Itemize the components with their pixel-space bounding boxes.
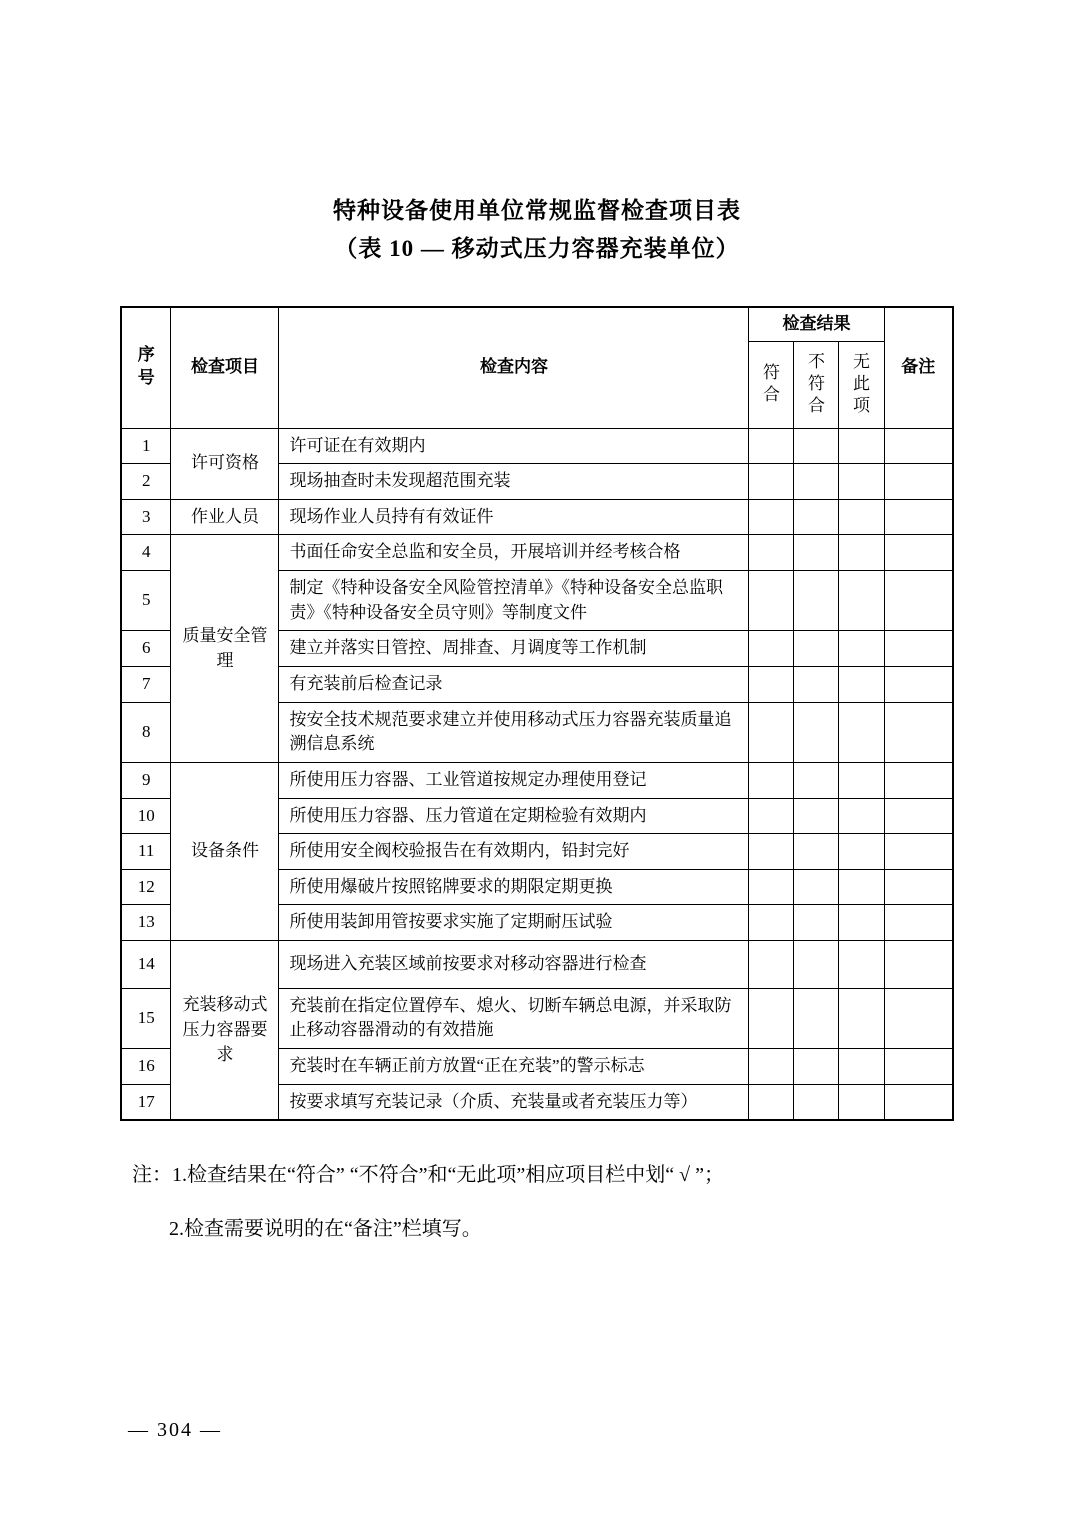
title-line-2: （表 10 — 移动式压力容器充装单位） — [334, 235, 740, 261]
header-fail — [794, 341, 839, 428]
result-pass-cell — [749, 667, 794, 703]
header-no-label: 序号 — [137, 345, 155, 388]
row-number: 15 — [121, 988, 171, 1048]
row-number: 9 — [121, 762, 171, 798]
notes-section — [114, 1159, 960, 1245]
result-fail-cell — [794, 1084, 839, 1120]
result-na-cell — [839, 905, 884, 941]
content-cell: 所使用爆破片按照铭牌要求的期限定期更换 — [279, 869, 749, 905]
result-pass-cell — [749, 941, 794, 989]
header-item: 检查项目 — [171, 307, 279, 428]
row-number: 17 — [121, 1084, 171, 1120]
remark-cell — [884, 535, 953, 571]
content-cell: 按安全技术规范要求建立并使用移动式压力容器充装质量追溯信息系统 — [279, 702, 749, 762]
result-na-cell — [839, 499, 884, 535]
header-na — [839, 341, 884, 428]
header-pass-label: 符合 — [762, 362, 780, 404]
result-na-cell — [839, 869, 884, 905]
content-cell: 充装前在指定位置停车、熄火、切断车辆总电源，并采取防止移动容器滑动的有效措施 — [279, 988, 749, 1048]
remark-cell — [884, 762, 953, 798]
result-pass-cell — [749, 428, 794, 464]
remark-cell — [884, 988, 953, 1048]
group-cell-personnel: 作业人员 — [171, 499, 279, 535]
result-na-cell — [839, 631, 884, 667]
table-row-9 — [121, 762, 953, 798]
table-row-4 — [121, 535, 953, 571]
header-row-1 — [121, 307, 953, 341]
title-line-1: 特种设备使用单位常规监督检查项目表 — [333, 198, 741, 223]
result-fail-cell — [794, 905, 839, 941]
row-number: 11 — [121, 834, 171, 870]
remark-cell — [884, 428, 953, 464]
result-na-cell — [839, 667, 884, 703]
result-fail-cell — [794, 834, 839, 870]
header-pass — [749, 341, 794, 428]
group-cell-filling: 充装移动式压力容器要求 — [171, 941, 279, 1121]
remark-cell — [884, 499, 953, 535]
result-fail-cell — [794, 499, 839, 535]
remark-cell — [884, 702, 953, 762]
result-na-cell — [839, 941, 884, 989]
content-cell: 有充装前后检查记录 — [279, 667, 749, 703]
result-na-cell — [839, 988, 884, 1048]
row-number: 2 — [121, 464, 171, 500]
result-fail-cell — [794, 798, 839, 834]
row-number: 13 — [121, 905, 171, 941]
content-cell: 所使用压力容器、工业管道按规定办理使用登记 — [279, 762, 749, 798]
row-number: 16 — [121, 1049, 171, 1085]
group-cell-equipment: 设备条件 — [171, 762, 279, 940]
remark-cell — [884, 571, 953, 631]
remark-cell — [884, 1084, 953, 1120]
row-number: 10 — [121, 798, 171, 834]
row-number: 3 — [121, 499, 171, 535]
row-number: 5 — [121, 571, 171, 631]
result-na-cell — [839, 1084, 884, 1120]
header-result: 检查结果 — [749, 307, 884, 341]
result-na-cell — [839, 834, 884, 870]
content-cell: 制定《特种设备安全风险管控清单》《特种设备安全总监职责》《特种设备安全员守则》等制度文件 — [279, 571, 749, 631]
result-na-cell — [839, 428, 884, 464]
row-number: 1 — [121, 428, 171, 464]
result-pass-cell — [749, 834, 794, 870]
remark-cell — [884, 631, 953, 667]
result-pass-cell — [749, 988, 794, 1048]
content-cell: 许可证在有效期内 — [279, 428, 749, 464]
remark-cell — [884, 464, 953, 500]
content-cell: 现场抽查时未发现超范围充装 — [279, 464, 749, 500]
header-remark: 备注 — [884, 307, 953, 428]
header-content: 检查内容 — [279, 307, 749, 428]
remark-cell — [884, 667, 953, 703]
result-fail-cell — [794, 1049, 839, 1085]
result-pass-cell — [749, 631, 794, 667]
remark-cell — [884, 798, 953, 834]
content-cell: 按要求填写充装记录（介质、充装量或者充装压力等） — [279, 1084, 749, 1120]
content-cell: 所使用压力容器、压力管道在定期检验有效期内 — [279, 798, 749, 834]
result-na-cell — [839, 1049, 884, 1085]
result-pass-cell — [749, 702, 794, 762]
result-pass-cell — [749, 464, 794, 500]
result-pass-cell — [749, 798, 794, 834]
result-fail-cell — [794, 631, 839, 667]
remark-cell — [884, 1049, 953, 1085]
row-number: 7 — [121, 667, 171, 703]
result-na-cell — [839, 762, 884, 798]
table-row-3 — [121, 499, 953, 535]
result-fail-cell — [794, 571, 839, 631]
result-fail-cell — [794, 762, 839, 798]
row-number: 8 — [121, 702, 171, 762]
content-cell: 所使用安全阀校验报告在有效期内，铅封完好 — [279, 834, 749, 870]
row-number: 4 — [121, 535, 171, 571]
result-na-cell — [839, 464, 884, 500]
remark-cell — [884, 834, 953, 870]
result-fail-cell — [794, 464, 839, 500]
content-cell: 现场进入充装区域前按要求对移动容器进行检查 — [279, 941, 749, 989]
remark-cell — [884, 869, 953, 905]
remark-cell — [884, 905, 953, 941]
content-cell: 所使用装卸用管按要求实施了定期耐压试验 — [279, 905, 749, 941]
group-cell-quality: 质量安全管理 — [171, 535, 279, 762]
result-fail-cell — [794, 869, 839, 905]
content-cell: 充装时在车辆正前方放置“正在充装”的警示标志 — [279, 1049, 749, 1085]
table-row-14 — [121, 941, 953, 989]
result-na-cell — [839, 798, 884, 834]
table-row-1 — [121, 428, 953, 464]
inspection-table — [120, 306, 954, 1121]
result-pass-cell — [749, 905, 794, 941]
note-2: 2.检查需要说明的在“备注”栏填写。 — [169, 1218, 482, 1241]
result-na-cell — [839, 571, 884, 631]
group-cell-license: 许可资格 — [171, 428, 279, 499]
result-na-cell — [839, 702, 884, 762]
result-na-cell — [839, 535, 884, 571]
result-fail-cell — [794, 988, 839, 1048]
result-pass-cell — [749, 1084, 794, 1120]
result-pass-cell — [749, 535, 794, 571]
document-title — [0, 192, 1074, 268]
result-pass-cell — [749, 499, 794, 535]
result-fail-cell — [794, 702, 839, 762]
result-pass-cell — [749, 1049, 794, 1085]
result-fail-cell — [794, 428, 839, 464]
result-pass-cell — [749, 869, 794, 905]
result-fail-cell — [794, 941, 839, 989]
result-fail-cell — [794, 667, 839, 703]
content-cell: 建立并落实日管控、周排查、月调度等工作机制 — [279, 631, 749, 667]
note-1: 注：1.检查结果在“符合” “不符合”和“无此项”相应项目栏中划“ √ ”； — [132, 1164, 724, 1187]
row-number: 12 — [121, 869, 171, 905]
header-no — [121, 307, 171, 428]
remark-cell — [884, 941, 953, 989]
content-cell: 现场作业人员持有有效证件 — [279, 499, 749, 535]
row-number: 6 — [121, 631, 171, 667]
content-cell: 书面任命安全总监和安全员，开展培训并经考核合格 — [279, 535, 749, 571]
header-fail-label: 不符合 — [807, 351, 825, 415]
result-fail-cell — [794, 535, 839, 571]
row-number: 14 — [121, 941, 171, 989]
header-na-label: 无此项 — [852, 351, 870, 415]
result-pass-cell — [749, 762, 794, 798]
page-number: — 304 — — [128, 1419, 222, 1441]
result-pass-cell — [749, 571, 794, 631]
